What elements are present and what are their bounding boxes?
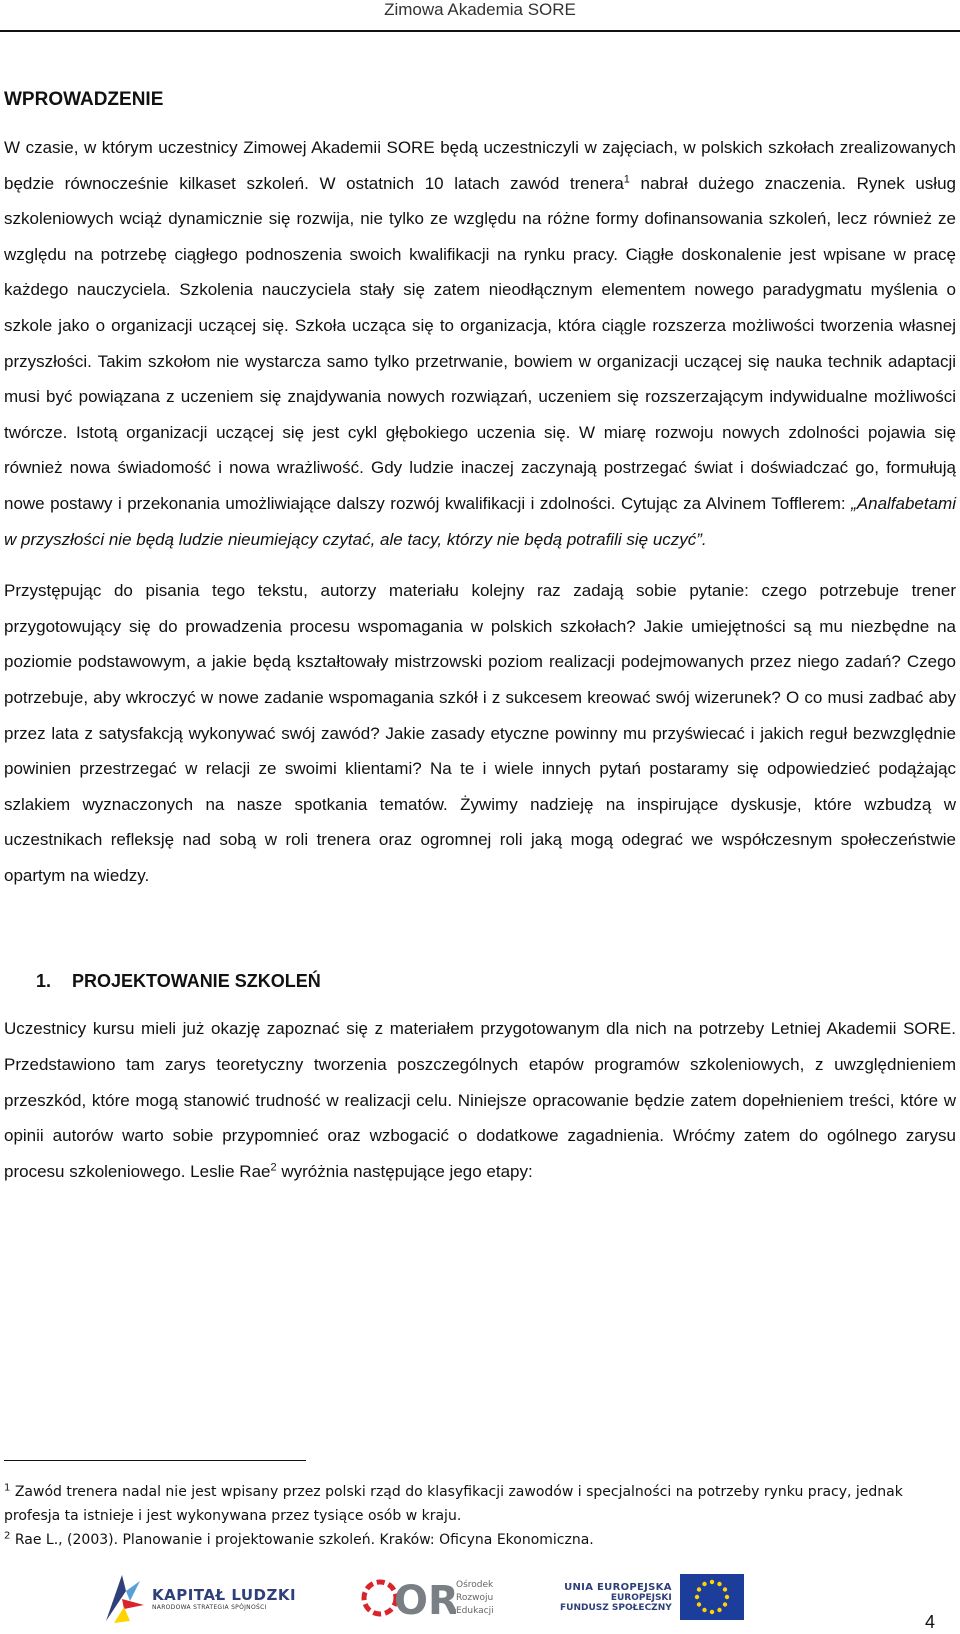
page-header	[0, 0, 960, 32]
intro-p1-text-a: W czasie, w którym uczestnicy Zimowej Akademii SORE będą uczestniczyli w zajęciach, w polskich szkołach zrealizowanych będzie równocześnie kilkaset szkoleń. W ostatnich 10 latach zawód trenera	[4, 138, 956, 193]
footnote-1	[4, 1480, 956, 1528]
intro-heading: WPROWADZENIE	[4, 89, 164, 110]
intro-paragraph-1	[4, 130, 956, 557]
sore-line-2: Rozwoju	[456, 1592, 494, 1603]
header-title: Zimowa Akademia SORE	[384, 0, 576, 19]
kapital-ludzki-star-icon	[100, 1571, 146, 1625]
footnote-ref-1: 1	[623, 172, 630, 185]
sore-line-1: Ośrodek	[456, 1579, 494, 1590]
eu-line-2: EUROPEJSKI	[610, 1592, 672, 1603]
toffler-quote: „Analfabetami w przyszłości nie będą ludzie nieumiejący czytać, ale tacy, którzy nie będą potrafili się uczyć”.	[4, 493, 956, 549]
document-body	[4, 82, 956, 1189]
section-1-text-b: wyróżnia następujące jego etapy:	[276, 1161, 533, 1181]
eu-line-3: FUNDUSZ SPOŁECZNY	[560, 1602, 672, 1613]
section-1-title: PROJEKTOWANIE SZKOLEŃ	[72, 971, 321, 992]
page-number: 4	[925, 1612, 936, 1632]
eu-flag-icon	[680, 1574, 744, 1620]
section-1-text-a: Uczestnicy kursu mieli już okazję zapoznać się z materiałem przygotowanym dla nich na potrzeby Letniej Akademii SORE. Przedstawiono tam zarys teoretyczny tworzenia poszczególnych etapów programów szkoleniowych, z uwzględnieniem przeszkód, które mogą stanowić trudność w realizacji celu. Niniejsze opracowanie będzie zatem dopełnieniem treści, które w opinii autorów warto sobie przypomnieć oraz wzbogacić o dodatkowe zagadnienia. Wróćmy zatem do ogólnego zarysu procesu szkoleniowego. Leslie Rae	[4, 1019, 956, 1181]
footnote-separator	[4, 1460, 306, 1461]
section-1-paragraph	[4, 1011, 956, 1189]
sore-line-3: Edukacji	[456, 1605, 494, 1616]
intro-paragraph-2: Przystępując do pisania tego tekstu, autorzy materiału kolejny raz zadają sobie pytanie: czego potrzebuje trener przygotowujący się do prowadzenia procesu wspomagania w polskich szkołach? Jakie umiejętności są mu niezbędne na poziomie podstawowym, a jakie będą kształtowały mistrzowski poziom realizacji podejmowanych przez niego zadań? Czego potrzebuje, aby wkroczyć w nowe zadanie wspomagania szkół i z sukcesem kreować swój wizerunek? O co musi zadbać aby przez lata z satysfakcją wykonywać swój zawód? Jakie zasady etyczne powinny mu przyświecać i jakich reguł bezwzględnie powinien przestrzegać w relacji ze swoimi klientami? Na te i wiele innych pytań postaramy się odpowiedzieć podążając szlakiem wyznaczonych na nasze spotkania tematów. Żywimy nadzieję na inspirujące dyskusje, które wzbudzą w uczestnikach refleksję nad sobą w roli trenera oraz ogromnej roli jaką mogą odegrać we współczesnym społeczeństwie opartym na wiedzy.	[4, 581, 956, 885]
kapital-ludzki-subtitle: NARODOWA STRATEGIA SPÓJNOŚCI	[152, 1603, 267, 1611]
footnote-2-number: 2	[4, 1530, 11, 1542]
eu-line-1: UNIA EUROPEJSKA	[564, 1581, 672, 1593]
sore-logo-word: OR	[394, 1578, 456, 1624]
page-footer	[0, 1560, 960, 1634]
section-1-heading	[4, 963, 956, 999]
kapital-ludzki-title: KAPITAŁ LUDZKI	[152, 1585, 297, 1604]
sore-logo	[360, 1566, 494, 1630]
footnote-ref-2: 2	[270, 1161, 277, 1174]
footnote-1-number: 1	[4, 1482, 11, 1494]
footnotes	[4, 1480, 956, 1552]
kapital-ludzki-logo	[100, 1568, 296, 1628]
eu-logo	[560, 1566, 744, 1628]
footnote-2	[4, 1528, 956, 1552]
footnote-2-text: Rae L., (2003). Planowanie i projektowanie szkoleń. Kraków: Oficyna Ekonomiczna.	[10, 1532, 594, 1548]
intro-p1-text-b: nabrał dużego znaczenia. Rynek usług szkoleniowych wciąż dynamicznie się rozwija, nie tylko ze względu na różne formy dofinansowania szkoleń, lecz również ze względu na potrzebę ciągłego podnoszenia swoich kwalifikacji na rynku pracy. Ciągłe doskonalenie jest wpisane w pracę każdego nauczyciela. Szkolenia nauczyciela stały się zatem nieodłącznym elementem nowego paradygmatu myślenia o szkole jako o organizacji uczącej się. Szkoła ucząca się to organizacja, która ciągle rozszerza możliwości tworzenia własnej przyszłości. Takim szkołom nie wystarcza samo tylko przetrwanie, bowiem w organizacji uczącej się nauka technik adaptacji musi być powiązana z uczeniem się znajdywania nowych rozwiązań, uczeniem się rozszerzającym indywidualne możliwości twórcze. Istotą organizacji uczącej się jest cykl głębokiego uczenia się. W miarę rozwoju nowych zdolności pojawia się również nowa świadomość i nowa wrażliwość. Gdy ludzie inaczej zaczynają postrzegać świat i doświadczać go, formułują nowe postawy i przekonania umożliwiające dalszy rozwój kwalifikacji i zdolności. Cytując za Alvinem Tofflerem:	[4, 173, 956, 513]
sore-logo-mark	[360, 1568, 456, 1628]
footnote-1-text: Zawód trenera nadal nie jest wpisany przez polski rząd do klasyfikacji zawodów i specjalności na potrzeby rynku pracy, jednak profesja ta istnieje i jest wykonywana przez tysiące osób w kraju.	[4, 1484, 903, 1524]
section-1-number: 1.	[36, 971, 52, 992]
